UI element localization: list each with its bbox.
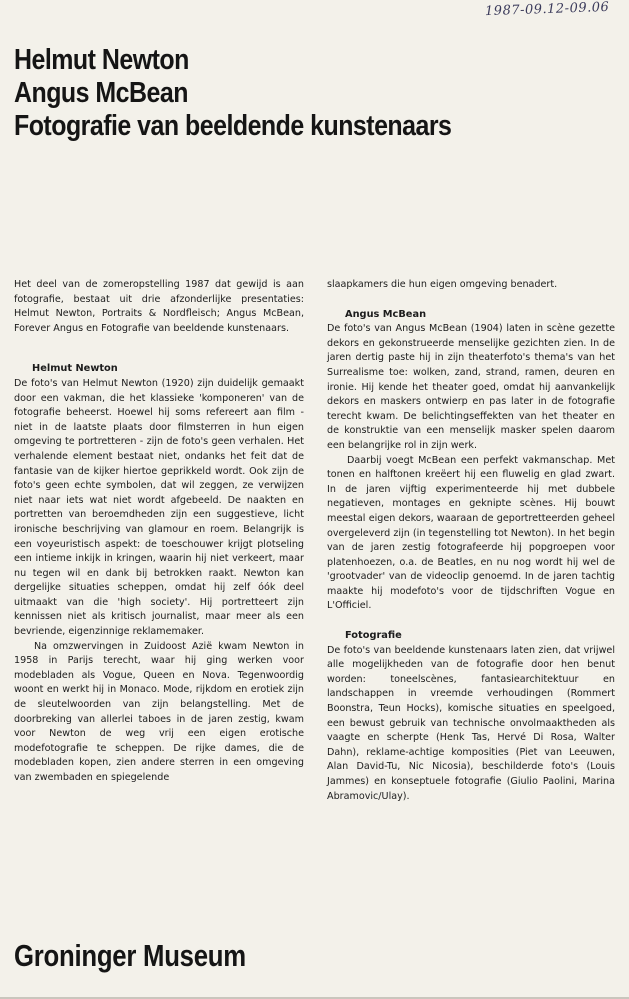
mcbean-paragraph-2: Daarbij voegt McBean een perfekt vakmanschap. Met tonen en halftonen kreëert hij een fluwelig en glad zwart. In de jaren vijftig experimenteerde hij met dubbele negatieven, montages en geknipte scènes. Hij bouwt meestal eigen dekors, waaraan de geportretteerden geheel overgeleverd zijn (in tegenstelling tot Newton). In het begin van de jaren zestig fotografeerde hij popgroepen voor platenhoezen, o.a. de Beatles, en nu nog wordt hij wel de 'grootvader' van de videoclip genoemd. In de jaren tachtig maakte hij modefoto's voor de tijdschriften Vogue en L'Officiel.	[327, 454, 615, 612]
newton-continuation: slaapkamers die hun eigen omgeving benadert.	[327, 279, 558, 290]
mcbean-heading: Angus McBean	[345, 308, 427, 320]
title-block	[14, 44, 523, 143]
fotografie-paragraph: De foto's van beeldende kunstenaars laten zien, dat vrijwel alle mogelijkheden van de fotografie door hen benut worden: toneelscènes, fantasiearchitektuur en landschappen in vreemde verhoudingen (Rommert Boonstra, Teun Hocks), komische situaties en speelgoed, een bewust gebruik van technische onvolmaaktheden als vaagte en scherpte (Henk Tas, Hervé Di Rosa, Walter Dahn), reklame-achtige komposities (Piet van Leeuwen, Alan David-Tu, Nic Nicosia), beschilderde foto's (Louis Jammes) en konseptuele fotografie (Giulio Paolini, Marina Abramovic/Ulay).	[327, 644, 615, 802]
newton-heading: Helmut Newton	[32, 363, 118, 375]
newton-paragraph-1: De foto's van Helmut Newton (1920) zijn duidelijk gemaakt door een vakman, die het klassieke 'komponeren' van de fotografie beheerst. Hoewel hij soms refereert aan film - niet in de laatste plaats door filmsterren in hun eigen omgeving te portretteren - zijn de foto's geen verhalen. Het verhalende element bestaat niet, ondanks het feit dat de fantasie van de kijker hiertoe geprikkeld wordt. Ook zijn de foto's geen echte symbolen, dat wil zeggen, ze verwijzen niet naar iets wat niet wordt afgebeeld. De naakten en portretten van beroemdheden zijn een suggestieve, licht ironische beschrijving van glamour en roem. Belangrijk is een voyeuristisch aspekt: de toeschouwer krijgt plotseling een intieme inkijk in kringen, waarin hij niet verkeert, maar nu tegen wil en dank bij betrokken raakt. Newton kan dergelijke situaties scheppen, omdat hij zelf óók deel uitmaakt van die 'high society'. Hij portretteert zijn kennissen niet als kritisch journalist, maar meer als een bevriende, eigenzinnige reklamemaker.	[14, 377, 304, 638]
title-line-1: Helmut Newton	[14, 44, 189, 76]
left-column	[14, 278, 304, 786]
handwritten-date-annotation: 1987-09.12-09.06	[484, 0, 610, 20]
title-line-2: Angus McBean	[14, 77, 188, 109]
museum-name-footer: Groninger Museum	[14, 938, 246, 973]
mcbean-paragraph-1: De foto's van Angus McBean (1904) laten in scène gezette dekors en gekonstrueerde menselijke gezichten zien. In de jaren dertig paste hij in zijn theaterfoto's thema's van het Surrealisme toe: wolken, zand, strand, ramen, deuren en ironie. Hij kende het theater goed, omdat hij aanvankelijk dekors en maskers ontwierp en pas later in de fotografie terecht kwam. De belichtingseffekten van het theater en de konstruktie van een menselijk masker spelen daarom een belangrijke rol in zijn werk.	[327, 323, 615, 451]
newton-paragraph-2: Na omzwervingen in Zuidoost Azië kwam Newton in 1958 in Parijs terecht, waar hij ging werken voor modebladen als Vogue, Queen en Nova. Tegenwoordig woont en werkt hij in Monaco. Mode, rijkdom en erotiek zijn de sleutelwoorden van zijn belangstelling. Met de doorbreking van allerlei taboes in de jaren zestig, kwam voor Newton de weg vrij een eigen erotische modefotografie te scheppen. De rijke dames, die de modebladen kopen, zien andere sterren in een omgeving van zwembaden en spiegelende	[14, 640, 304, 783]
intro-paragraph: Het deel van de zomeropstelling 1987 dat gewijd is aan fotografie, bestaat uit drie afzonderlijke presentaties: Helmut Newton, Portraits & Nordfleisch; Angus McBean, Forever Angus en Fotografie van beeldende kunstenaars.	[14, 279, 304, 334]
right-column	[327, 278, 615, 804]
title-line-3: Fotografie van beeldende kunstenaars	[14, 110, 452, 142]
fotografie-heading: Fotografie	[345, 630, 402, 642]
